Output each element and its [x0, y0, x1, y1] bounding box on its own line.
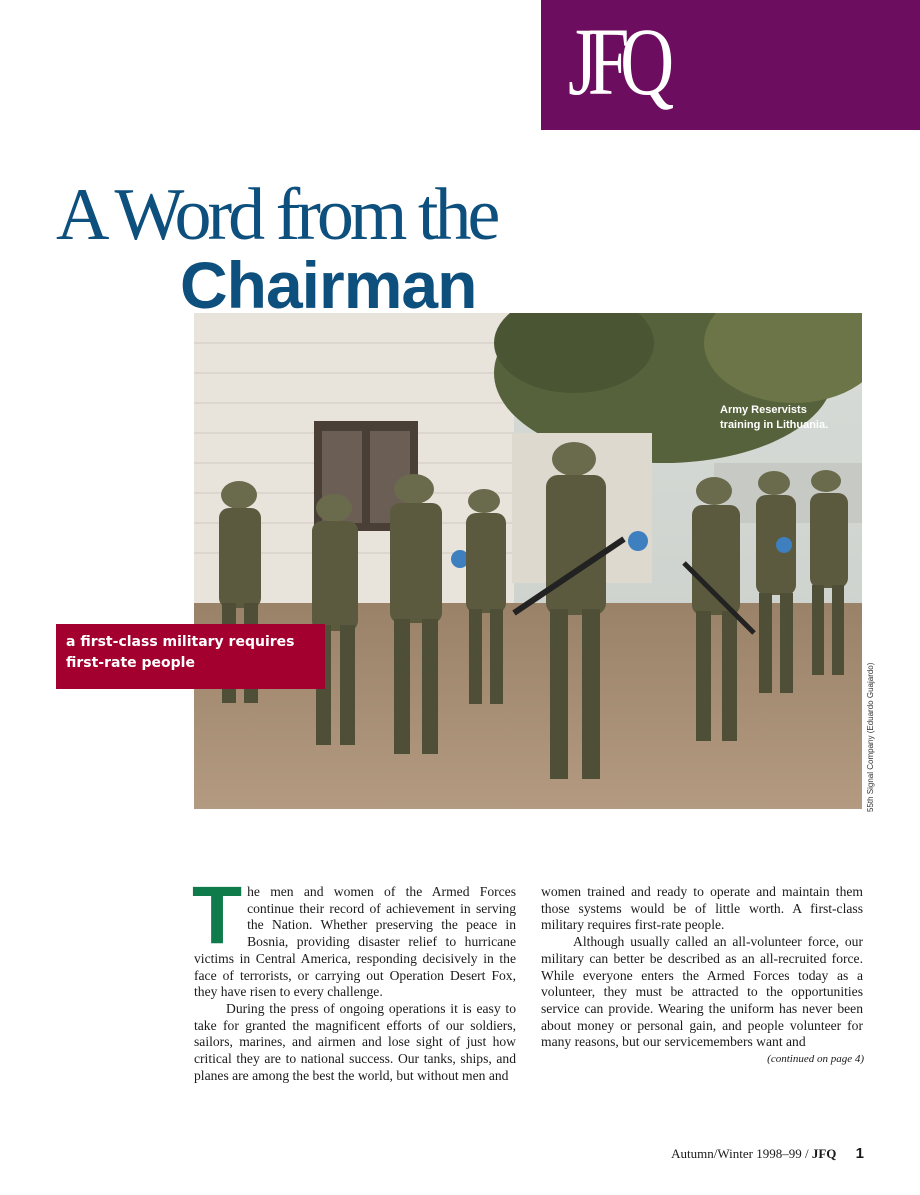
page-title-line2: Chairman — [180, 248, 477, 322]
article-column-right — [541, 884, 863, 1051]
soldiers-photo — [194, 313, 862, 809]
page-number: 1 — [855, 1145, 864, 1162]
drop-cap: T — [192, 870, 243, 961]
soldiers-photo-illustration — [194, 313, 862, 809]
article-paragraph: Although usually called an all-volunteer force, our military can better be described as an all-recruited force. While everyone enters the Armed Forces today as a volunteer, they must be attracted to the opportunities service can provide. Wearing the uniform has never been about money or personal gain, and people volunteer for many reasons, but our servicemembers want and — [541, 934, 863, 1050]
footer-journal: JFQ — [811, 1146, 837, 1161]
article-paragraph — [192, 870, 516, 1001]
pull-quote-box — [56, 624, 325, 689]
continued-note: (continued on page 4) — [767, 1053, 864, 1065]
page-footer — [600, 1145, 864, 1162]
pull-quote-text: a first-class military requires first-rate people — [66, 634, 295, 671]
page-title-line1: A Word from the — [56, 174, 497, 256]
article-paragraph: During the press of ongoing operations it is easy to take for granted the magnificent efforts of our soldiers, sailors, marines, and airmen and lose sight of just how critical they are to national success. Our tanks, ships, and planes are among the best the world, but without men and — [194, 1000, 516, 1083]
article-paragraph-text: he men and women of the Armed Forces continue their record of achievement in serving the Nation. Whether preserving the peace in Bosnia, providing disaster relief to hurricane victims in Central America, responding decisively in the face of terrorists, or carrying out Operation Desert Fox, they have risen to every challenge. — [194, 884, 516, 1000]
article-paragraph: women trained and ready to operate and maintain them those systems would be of little worth. A first-class military requires first-rate people. — [541, 884, 863, 933]
footer-issue: Autumn/Winter 1998–99 — [671, 1146, 802, 1161]
photo-caption: Army Reservists training in Lithuania. — [720, 404, 829, 431]
footer-separator: / — [804, 1146, 809, 1161]
article-column-left — [192, 870, 516, 1084]
jfq-logo: JFQ — [568, 8, 665, 115]
